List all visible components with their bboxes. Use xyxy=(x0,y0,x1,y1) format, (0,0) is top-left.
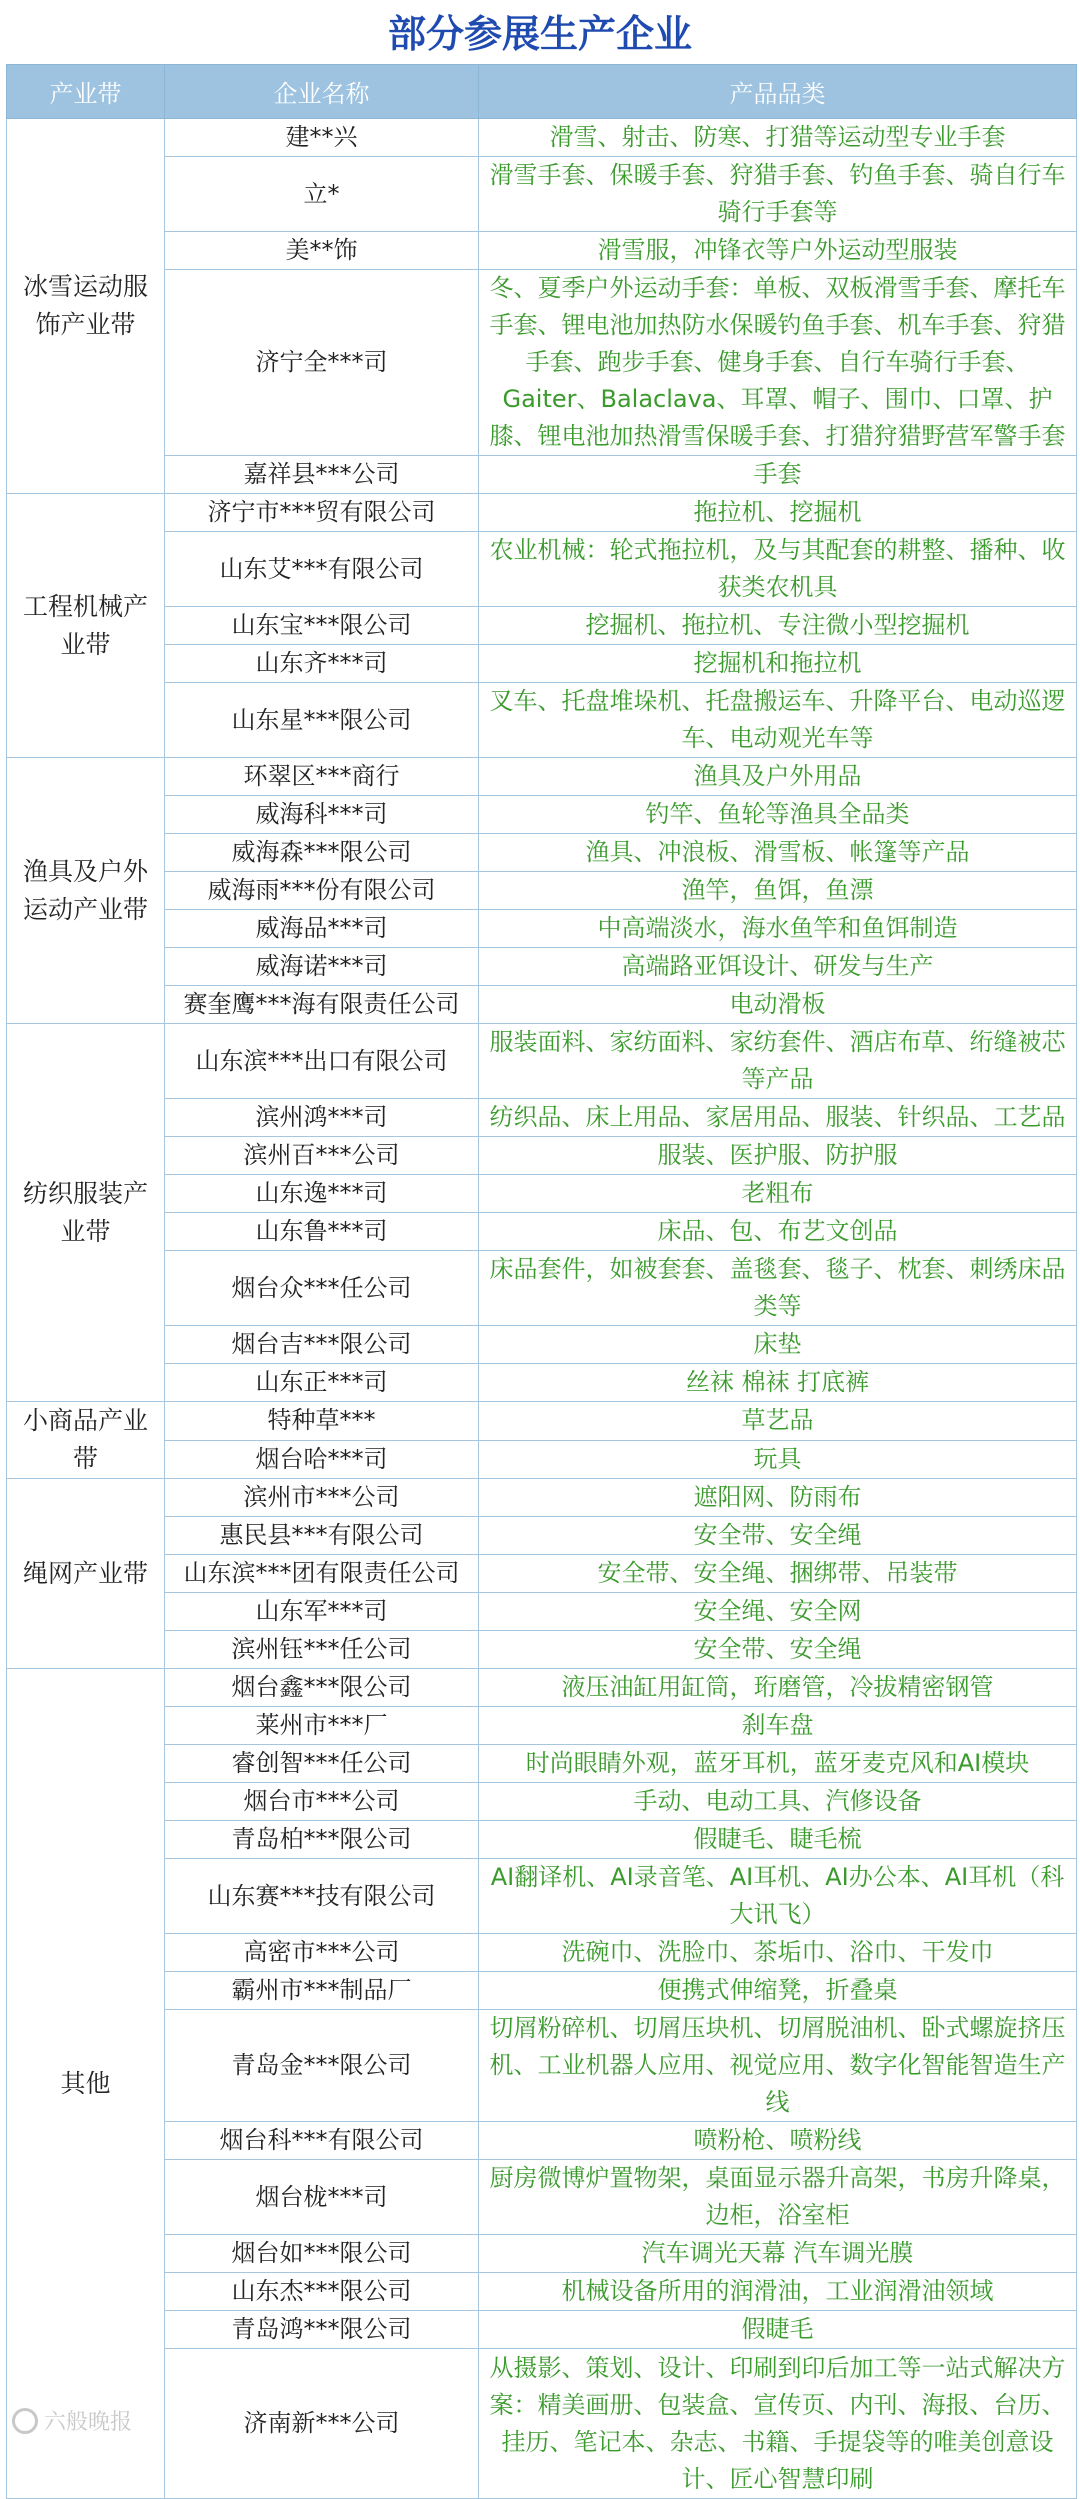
product-category-cell: 从摄影、策划、设计、印刷到印后加工等一站式解决方案：精美画册、包装盒、宣传页、内刊、海报、台历、挂历、笔记本、杂志、书籍、手提袋等的唯美创意设计、匠心智慧印刷 xyxy=(479,2349,1077,2499)
product-category-cell: 喷粉枪、喷粉线 xyxy=(479,2122,1077,2160)
company-name-cell: 嘉祥县***公司 xyxy=(165,456,479,494)
product-category-cell: 安全绳、安全网 xyxy=(479,1593,1077,1631)
company-name-cell: 山东逸***司 xyxy=(165,1175,479,1213)
table-row xyxy=(7,1364,1077,1402)
product-category-cell: 玩具 xyxy=(479,1440,1077,1479)
company-name-cell: 立* xyxy=(165,157,479,232)
exhibitor-table xyxy=(6,64,1077,2499)
table-row xyxy=(7,1251,1077,1326)
table-row xyxy=(7,1783,1077,1821)
industry-belt-cell: 其他 xyxy=(7,1669,165,2499)
product-category-cell: 钓竿、鱼轮等渔具全品类 xyxy=(479,796,1077,834)
industry-belt-cell: 绳网产业带 xyxy=(7,1479,165,1669)
watermark-logo-icon xyxy=(12,2408,38,2434)
table-row xyxy=(7,1024,1077,1099)
product-category-cell: 滑雪服，冲锋衣等户外运动型服装 xyxy=(479,232,1077,270)
product-category-cell: 高端路亚饵设计、研发与生产 xyxy=(479,948,1077,986)
watermark-text: 六般晚报 xyxy=(44,2410,133,2435)
table-row xyxy=(7,1707,1077,1745)
company-name-cell: 威海森***限公司 xyxy=(165,834,479,872)
table-row xyxy=(7,910,1077,948)
company-name-cell: 特种草*** xyxy=(165,1402,479,1441)
company-name-cell: 建**兴 xyxy=(165,119,479,157)
company-name-cell: 山东军***司 xyxy=(165,1593,479,1631)
table-row xyxy=(7,796,1077,834)
exhibitor-table-container xyxy=(6,64,1076,2499)
company-name-cell: 山东滨***团有限责任公司 xyxy=(165,1555,479,1593)
company-name-cell: 济南新***公司 xyxy=(165,2349,479,2499)
table-row xyxy=(7,1745,1077,1783)
table-row xyxy=(7,948,1077,986)
table-row xyxy=(7,1440,1077,1479)
product-category-cell: 洗碗巾、洗脸巾、茶垢巾、浴巾、干发巾 xyxy=(479,1934,1077,1972)
product-category-cell: 时尚眼睛外观，蓝牙耳机，蓝牙麦克风和AI模块 xyxy=(479,1745,1077,1783)
watermark xyxy=(12,2405,132,2436)
company-name-cell: 山东正***司 xyxy=(165,1364,479,1402)
table-row xyxy=(7,1972,1077,2010)
company-name-cell: 山东鲁***司 xyxy=(165,1213,479,1251)
table-row xyxy=(7,1669,1077,1707)
header-product-category: 产品品类 xyxy=(479,65,1077,119)
product-category-cell: 安全带、安全绳 xyxy=(479,1517,1077,1555)
company-name-cell: 济宁市***贸有限公司 xyxy=(165,494,479,532)
product-category-cell: AI翻译机、AI录音笔、AI耳机、AI办公本、AI耳机（科大讯飞） xyxy=(479,1859,1077,1934)
product-category-cell: 丝袜 棉袜 打底裤 xyxy=(479,1364,1077,1402)
table-row xyxy=(7,1175,1077,1213)
header-company-name: 企业名称 xyxy=(165,65,479,119)
table-row xyxy=(7,986,1077,1024)
company-name-cell: 济宁全***司 xyxy=(165,270,479,456)
header-industry-belt: 产业带 xyxy=(7,65,165,119)
company-name-cell: 威海雨***份有限公司 xyxy=(165,872,479,910)
company-name-cell: 烟台众***任公司 xyxy=(165,1251,479,1326)
table-row xyxy=(7,2160,1077,2235)
company-name-cell: 睿创智***任公司 xyxy=(165,1745,479,1783)
company-name-cell: 山东杰***限公司 xyxy=(165,2273,479,2311)
product-category-cell: 滑雪手套、保暖手套、狩猎手套、钓鱼手套、骑自行车骑行手套等 xyxy=(479,157,1077,232)
company-name-cell: 滨州市***公司 xyxy=(165,1479,479,1517)
company-name-cell: 滨州百***公司 xyxy=(165,1137,479,1175)
company-name-cell: 青岛柏***限公司 xyxy=(165,1821,479,1859)
product-category-cell: 滑雪、射击、防寒、打猎等运动型专业手套 xyxy=(479,119,1077,157)
product-category-cell: 手动、电动工具、汽修设备 xyxy=(479,1783,1077,1821)
product-category-cell: 刹车盘 xyxy=(479,1707,1077,1745)
table-header-row xyxy=(7,65,1077,119)
industry-belt-cell: 纺织服装产业带 xyxy=(7,1024,165,1402)
table-row xyxy=(7,270,1077,456)
company-name-cell: 烟台如***限公司 xyxy=(165,2235,479,2273)
table-row xyxy=(7,872,1077,910)
product-category-cell: 切屑粉碎机、切屑压块机、切屑脱油机、卧式螺旋挤压机、工业机器人应用、视觉应用、数字化智能智造生产线 xyxy=(479,2010,1077,2122)
company-name-cell: 烟台市***公司 xyxy=(165,1783,479,1821)
company-name-cell: 环翠区***商行 xyxy=(165,758,479,796)
product-category-cell: 渔具及户外用品 xyxy=(479,758,1077,796)
table-row xyxy=(7,494,1077,532)
company-name-cell: 威海科***司 xyxy=(165,796,479,834)
company-name-cell: 高密市***公司 xyxy=(165,1934,479,1972)
company-name-cell: 赛奎鹰***海有限责任公司 xyxy=(165,986,479,1024)
table-row xyxy=(7,119,1077,157)
product-category-cell: 假睫毛 xyxy=(479,2311,1077,2349)
company-name-cell: 山东星***限公司 xyxy=(165,683,479,758)
company-name-cell: 青岛鸿***限公司 xyxy=(165,2311,479,2349)
table-row xyxy=(7,1555,1077,1593)
product-category-cell: 液压油缸用缸筒，珩磨管，冷拔精密钢管 xyxy=(479,1669,1077,1707)
table-row xyxy=(7,2010,1077,2122)
table-row xyxy=(7,1213,1077,1251)
company-name-cell: 青岛金***限公司 xyxy=(165,2010,479,2122)
company-name-cell: 威海诺***司 xyxy=(165,948,479,986)
table-row xyxy=(7,2122,1077,2160)
industry-belt-cell: 工程机械产业带 xyxy=(7,494,165,758)
product-category-cell: 机械设备所用的润滑油，工业润滑油领域 xyxy=(479,2273,1077,2311)
company-name-cell: 山东滨***出口有限公司 xyxy=(165,1024,479,1099)
product-category-cell: 床品、包、布艺文创品 xyxy=(479,1213,1077,1251)
table-row xyxy=(7,2349,1077,2499)
product-category-cell: 服装面料、家纺面料、家纺套件、酒店布草、绗缝被芯等产品 xyxy=(479,1024,1077,1099)
table-row xyxy=(7,1402,1077,1441)
table-row xyxy=(7,1593,1077,1631)
company-name-cell: 烟台栊***司 xyxy=(165,2160,479,2235)
table-row xyxy=(7,157,1077,232)
industry-belt-cell: 小商品产业带 xyxy=(7,1402,165,1479)
table-row xyxy=(7,532,1077,607)
product-category-cell: 挖掘机、拖拉机、专注微小型挖掘机 xyxy=(479,607,1077,645)
table-row xyxy=(7,2235,1077,2273)
product-category-cell: 服装、医护服、防护服 xyxy=(479,1137,1077,1175)
table-row xyxy=(7,1479,1077,1517)
product-category-cell: 汽车调光天幕 汽车调光膜 xyxy=(479,2235,1077,2273)
company-name-cell: 滨州鸿***司 xyxy=(165,1099,479,1137)
product-category-cell: 中高端淡水，海水鱼竿和鱼饵制造 xyxy=(479,910,1077,948)
product-category-cell: 厨房微博炉置物架，桌面显示器升高架，书房升降桌，边柜，浴室柜 xyxy=(479,2160,1077,2235)
table-row xyxy=(7,645,1077,683)
page-title: 部分参展生产企业 xyxy=(387,11,692,56)
company-name-cell: 烟台鑫***限公司 xyxy=(165,1669,479,1707)
product-category-cell: 床垫 xyxy=(479,1326,1077,1364)
product-category-cell: 遮阳网、防雨布 xyxy=(479,1479,1077,1517)
table-row xyxy=(7,1326,1077,1364)
company-name-cell: 惠民县***有限公司 xyxy=(165,1517,479,1555)
product-category-cell: 便携式伸缩凳，折叠桌 xyxy=(479,1972,1077,2010)
table-row xyxy=(7,2311,1077,2349)
product-category-cell: 拖拉机、挖掘机 xyxy=(479,494,1077,532)
company-name-cell: 山东艾***有限公司 xyxy=(165,532,479,607)
table-row xyxy=(7,758,1077,796)
company-name-cell: 滨州钰***任公司 xyxy=(165,1631,479,1669)
product-category-cell: 草艺品 xyxy=(479,1402,1077,1441)
company-name-cell: 霸州市***制品厂 xyxy=(165,1972,479,2010)
company-name-cell: 山东齐***司 xyxy=(165,645,479,683)
table-row xyxy=(7,232,1077,270)
industry-belt-cell: 冰雪运动服饰产业带 xyxy=(7,119,165,494)
table-row xyxy=(7,607,1077,645)
table-row xyxy=(7,1859,1077,1934)
product-category-cell: 渔具、冲浪板、滑雪板、帐篷等产品 xyxy=(479,834,1077,872)
table-row xyxy=(7,1821,1077,1859)
table-row xyxy=(7,834,1077,872)
product-category-cell: 挖掘机和拖拉机 xyxy=(479,645,1077,683)
product-category-cell: 渔竿，鱼饵，鱼漂 xyxy=(479,872,1077,910)
table-row xyxy=(7,1631,1077,1669)
table-row xyxy=(7,1137,1077,1175)
product-category-cell: 手套 xyxy=(479,456,1077,494)
company-name-cell: 烟台哈***司 xyxy=(165,1440,479,1479)
product-category-cell: 安全带、安全绳、捆绑带、吊装带 xyxy=(479,1555,1077,1593)
table-row xyxy=(7,683,1077,758)
company-name-cell: 山东赛***技有限公司 xyxy=(165,1859,479,1934)
company-name-cell: 莱州市***厂 xyxy=(165,1707,479,1745)
product-category-cell: 叉车、托盘堆垛机、托盘搬运车、升降平台、电动巡逻车、电动观光车等 xyxy=(479,683,1077,758)
product-category-cell: 假睫毛、睫毛梳 xyxy=(479,1821,1077,1859)
table-row xyxy=(7,1517,1077,1555)
product-category-cell: 老粗布 xyxy=(479,1175,1077,1213)
product-category-cell: 冬、夏季户外运动手套：单板、双板滑雪手套、摩托车手套、锂电池加热防水保暖钓鱼手套、机车手套、狩猎手套、跑步手套、健身手套、自行车骑行手套、Gaiter、Balaclava、耳罩、帽子、围巾、口罩、护膝、锂电池加热滑雪保暖手套、打猎狩猎野营军警手套 xyxy=(479,270,1077,456)
table-body xyxy=(7,119,1077,2499)
product-category-cell: 农业机械：轮式拖拉机，及与其配套的耕整、播种、收获类农机具 xyxy=(479,532,1077,607)
table-row xyxy=(7,1934,1077,1972)
company-name-cell: 烟台科***有限公司 xyxy=(165,2122,479,2160)
company-name-cell: 烟台吉***限公司 xyxy=(165,1326,479,1364)
table-row xyxy=(7,456,1077,494)
industry-belt-cell: 渔具及户外运动产业带 xyxy=(7,758,165,1024)
company-name-cell: 威海品***司 xyxy=(165,910,479,948)
table-row xyxy=(7,1099,1077,1137)
company-name-cell: 山东宝***限公司 xyxy=(165,607,479,645)
product-category-cell: 安全带、安全绳 xyxy=(479,1631,1077,1669)
company-name-cell: 美**饰 xyxy=(165,232,479,270)
product-category-cell: 纺织品、床上用品、家居用品、服装、针织品、工艺品 xyxy=(479,1099,1077,1137)
table-row xyxy=(7,2273,1077,2311)
product-category-cell: 电动滑板 xyxy=(479,986,1077,1024)
product-category-cell: 床品套件，如被套套、盖毯套、毯子、枕套、刺绣床品类等 xyxy=(479,1251,1077,1326)
